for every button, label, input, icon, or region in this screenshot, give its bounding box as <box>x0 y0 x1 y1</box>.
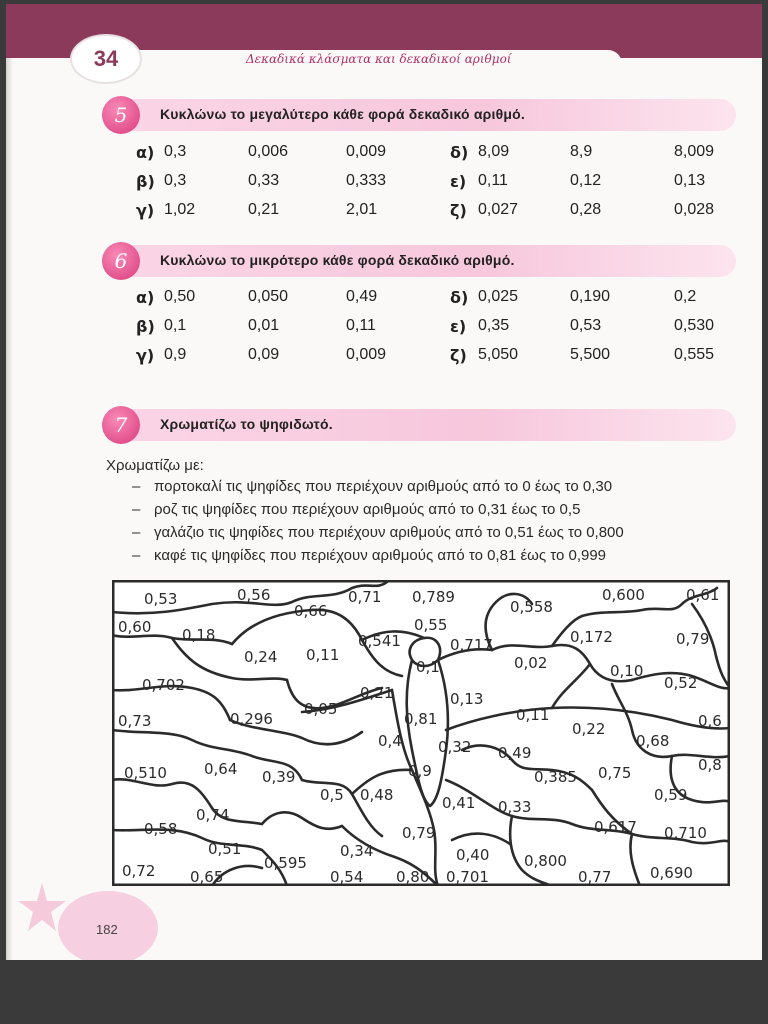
mosaic-butterfly <box>112 580 730 886</box>
exercise-6-bar <box>102 245 736 277</box>
mosaic-number: 0,41 <box>442 794 476 812</box>
decimal-number: 0,027 <box>478 201 519 218</box>
decimal-number: 0,13 <box>674 172 706 189</box>
decimal-number: 0,1 <box>164 317 187 334</box>
exercise-7-number: 7 <box>102 406 140 444</box>
mosaic-number: 0,22 <box>572 720 606 738</box>
mosaic-number: 0,24 <box>244 648 278 666</box>
mosaic-number: 0,75 <box>598 764 632 782</box>
row-label: β) <box>136 317 155 336</box>
mosaic-number: 0,617 <box>594 818 637 836</box>
mosaic-number: 0,80 <box>396 868 430 886</box>
mosaic-number: 0,4 <box>378 732 402 750</box>
mosaic-number: 0,79 <box>676 630 710 648</box>
mosaic-number: 0,64 <box>204 760 238 778</box>
decimal-number: 8,009 <box>674 143 715 160</box>
mosaic-number: 0,21 <box>360 684 394 702</box>
row-label: γ) <box>136 346 155 365</box>
mosaic-number: 0,702 <box>142 676 185 694</box>
mosaic-number: 0,61 <box>686 586 720 604</box>
exercise-5-number: 5 <box>102 96 140 134</box>
decimal-number: 0,49 <box>346 288 378 305</box>
row-label: ζ) <box>450 346 467 365</box>
mosaic-number: 0,18 <box>182 626 216 644</box>
mosaic-number: 0,11 <box>516 706 550 724</box>
exercise-6-title: Κυκλώνω το μικρότερο κάθε φορά δεκαδικό αριθμό. <box>160 252 515 268</box>
mosaic-number: 0,02 <box>514 654 548 672</box>
mosaic-number: 0,600 <box>602 586 645 604</box>
mosaic-number: 0,52 <box>664 674 698 692</box>
decimal-number: 8,09 <box>478 143 510 160</box>
mosaic-number: 0,71 <box>348 588 382 606</box>
mosaic-number: 0,172 <box>570 628 613 646</box>
mosaic-number: 0,65 <box>190 868 224 886</box>
mosaic-number: 0,74 <box>196 806 230 824</box>
instruction-text: πορτοκαλί τις ψηφίδες που περιέχουν αριθμούς από το 0 έως το 0,30 <box>154 478 613 495</box>
exercise-5-bar <box>102 99 736 131</box>
page-number: 182 <box>96 922 118 937</box>
decimal-number: 0,11 <box>478 172 508 189</box>
mosaic-number: 0,5 <box>320 786 344 804</box>
mosaic-number: 0,558 <box>510 598 553 616</box>
row-label: α) <box>136 143 155 162</box>
row-label: δ) <box>450 288 469 307</box>
decimal-number: 0,12 <box>570 172 602 189</box>
instruction-text: γαλάζιο τις ψηφίδες που περιέχουν αριθμούς από το 0,51 έως το 0,800 <box>154 524 624 541</box>
decimal-number: 0,028 <box>674 201 715 218</box>
mosaic-number: 0,510 <box>124 764 167 782</box>
mosaic-number: 0,54 <box>330 868 364 886</box>
decimal-number: 0,09 <box>248 346 280 363</box>
row-label: ε) <box>450 172 467 191</box>
bullet-dash: – <box>132 478 141 495</box>
exercise-6-number: 6 <box>102 242 140 280</box>
exercise-5-title: Κυκλώνω το μεγαλύτερο κάθε φορά δεκαδικό αριθμό. <box>160 106 525 122</box>
mosaic-number: 0,49 <box>498 744 532 762</box>
mosaic-number: 0,789 <box>412 588 455 606</box>
mosaic-number: 0,66 <box>294 602 328 620</box>
decimal-number: 0,50 <box>164 288 196 305</box>
textbook-page <box>6 4 762 960</box>
decimal-number: 0,33 <box>248 172 280 189</box>
chapter-number-badge: 34 <box>70 34 142 84</box>
mosaic-number: 0,1 <box>416 658 440 676</box>
mosaic-number: 0,40 <box>456 846 490 864</box>
decimal-number: 0,35 <box>478 317 510 334</box>
mosaic-number: 0,10 <box>610 662 644 680</box>
decimal-number: 0,530 <box>674 317 715 334</box>
decimal-number: 0,025 <box>478 288 519 305</box>
mosaic-number: 0,717 <box>450 636 493 654</box>
mosaic-number: 0,48 <box>360 786 394 804</box>
mosaic-number: 0,51 <box>208 840 242 858</box>
mosaic-number: 0,595 <box>264 854 307 872</box>
mosaic-number: 0,56 <box>237 586 271 604</box>
decimal-number: 0,009 <box>346 143 387 160</box>
exercise-7-title: Χρωματίζω το ψηφιδωτό. <box>160 416 333 432</box>
row-label: δ) <box>450 143 469 162</box>
mosaic-number: 0,68 <box>636 732 670 750</box>
row-label: α) <box>136 288 155 307</box>
mosaic-number: 0,58 <box>144 820 178 838</box>
decimal-number: 0,11 <box>346 317 376 334</box>
decimal-number: 8,9 <box>570 143 593 160</box>
mosaic-number: 0,72 <box>122 862 156 880</box>
mosaic-number: 0,73 <box>118 712 152 730</box>
decimal-number: 0,3 <box>164 172 187 189</box>
mosaic-number: 0,59 <box>654 786 688 804</box>
mosaic-number: 0,6 <box>698 712 722 730</box>
instruction-text: καφέ τις ψηφίδες που περιέχουν αριθμούς από το 0,81 έως το 0,999 <box>154 547 607 564</box>
mosaic-number: 0,77 <box>578 868 612 886</box>
decimal-number: 2,01 <box>346 201 378 218</box>
bullet-dash: – <box>132 501 141 518</box>
exercise-7-bar <box>102 409 736 441</box>
row-label: ε) <box>450 317 467 336</box>
decimal-number: 0,190 <box>570 288 611 305</box>
row-label: β) <box>136 172 155 191</box>
mosaic-number: 0,79 <box>402 824 436 842</box>
decimal-number: 0,006 <box>248 143 289 160</box>
mosaic-number: 0,34 <box>340 842 374 860</box>
mosaic-number: 0,9 <box>408 762 432 780</box>
bullet-dash: – <box>132 547 141 564</box>
decimal-number: 0,21 <box>248 201 280 218</box>
mosaic-number: 0,60 <box>118 618 152 636</box>
mosaic-number: 0,33 <box>498 798 532 816</box>
decimal-number: 0,009 <box>346 346 387 363</box>
row-label: ζ) <box>450 201 467 220</box>
decimal-number: 1,02 <box>164 201 196 218</box>
decimal-number: 5,500 <box>570 346 611 363</box>
mosaic-number: 0,710 <box>664 824 707 842</box>
decimal-number: 0,2 <box>674 288 697 305</box>
mosaic-number: 0,39 <box>262 768 296 786</box>
mosaic-number: 0,53 <box>144 590 178 608</box>
decimal-number: 0,53 <box>570 317 602 334</box>
row-label: γ) <box>136 201 155 220</box>
mosaic-number: 0,385 <box>534 768 577 786</box>
mosaic-number: 0,11 <box>306 646 340 664</box>
instruction-text: ροζ τις ψηφίδες που περιέχουν αριθμούς από το 0,31 έως το 0,5 <box>154 501 581 518</box>
chapter-title: Δεκαδικά κλάσματα και δεκαδικοί αριθμοί <box>246 52 512 66</box>
mosaic-number: 0,296 <box>230 710 273 728</box>
decimal-number: 0,9 <box>164 346 187 363</box>
bullet-dash: – <box>132 524 141 541</box>
decimal-number: 0,555 <box>674 346 715 363</box>
decimal-number: 0,333 <box>346 172 387 189</box>
exercise-7-intro: Χρωματίζω με: <box>106 457 204 474</box>
mosaic-number: 0,690 <box>650 864 693 882</box>
decimal-number: 0,01 <box>248 317 280 334</box>
mosaic-number: 0,541 <box>358 632 401 650</box>
mosaic-number: 0,800 <box>524 852 567 870</box>
mosaic-number: 0,05 <box>304 700 338 718</box>
decimal-number: 5,050 <box>478 346 519 363</box>
mosaic-number: 0,81 <box>404 710 438 728</box>
mosaic-number: 0,8 <box>698 756 722 774</box>
decimal-number: 0,28 <box>570 201 602 218</box>
mosaic-number: 0,13 <box>450 690 484 708</box>
mosaic-number: 0,701 <box>446 868 489 886</box>
mosaic-number: 0,55 <box>414 616 448 634</box>
page-binding-shadow <box>6 58 13 960</box>
decimal-number: 0,3 <box>164 143 187 160</box>
mosaic-number: 0,32 <box>438 738 472 756</box>
decimal-number: 0,050 <box>248 288 289 305</box>
